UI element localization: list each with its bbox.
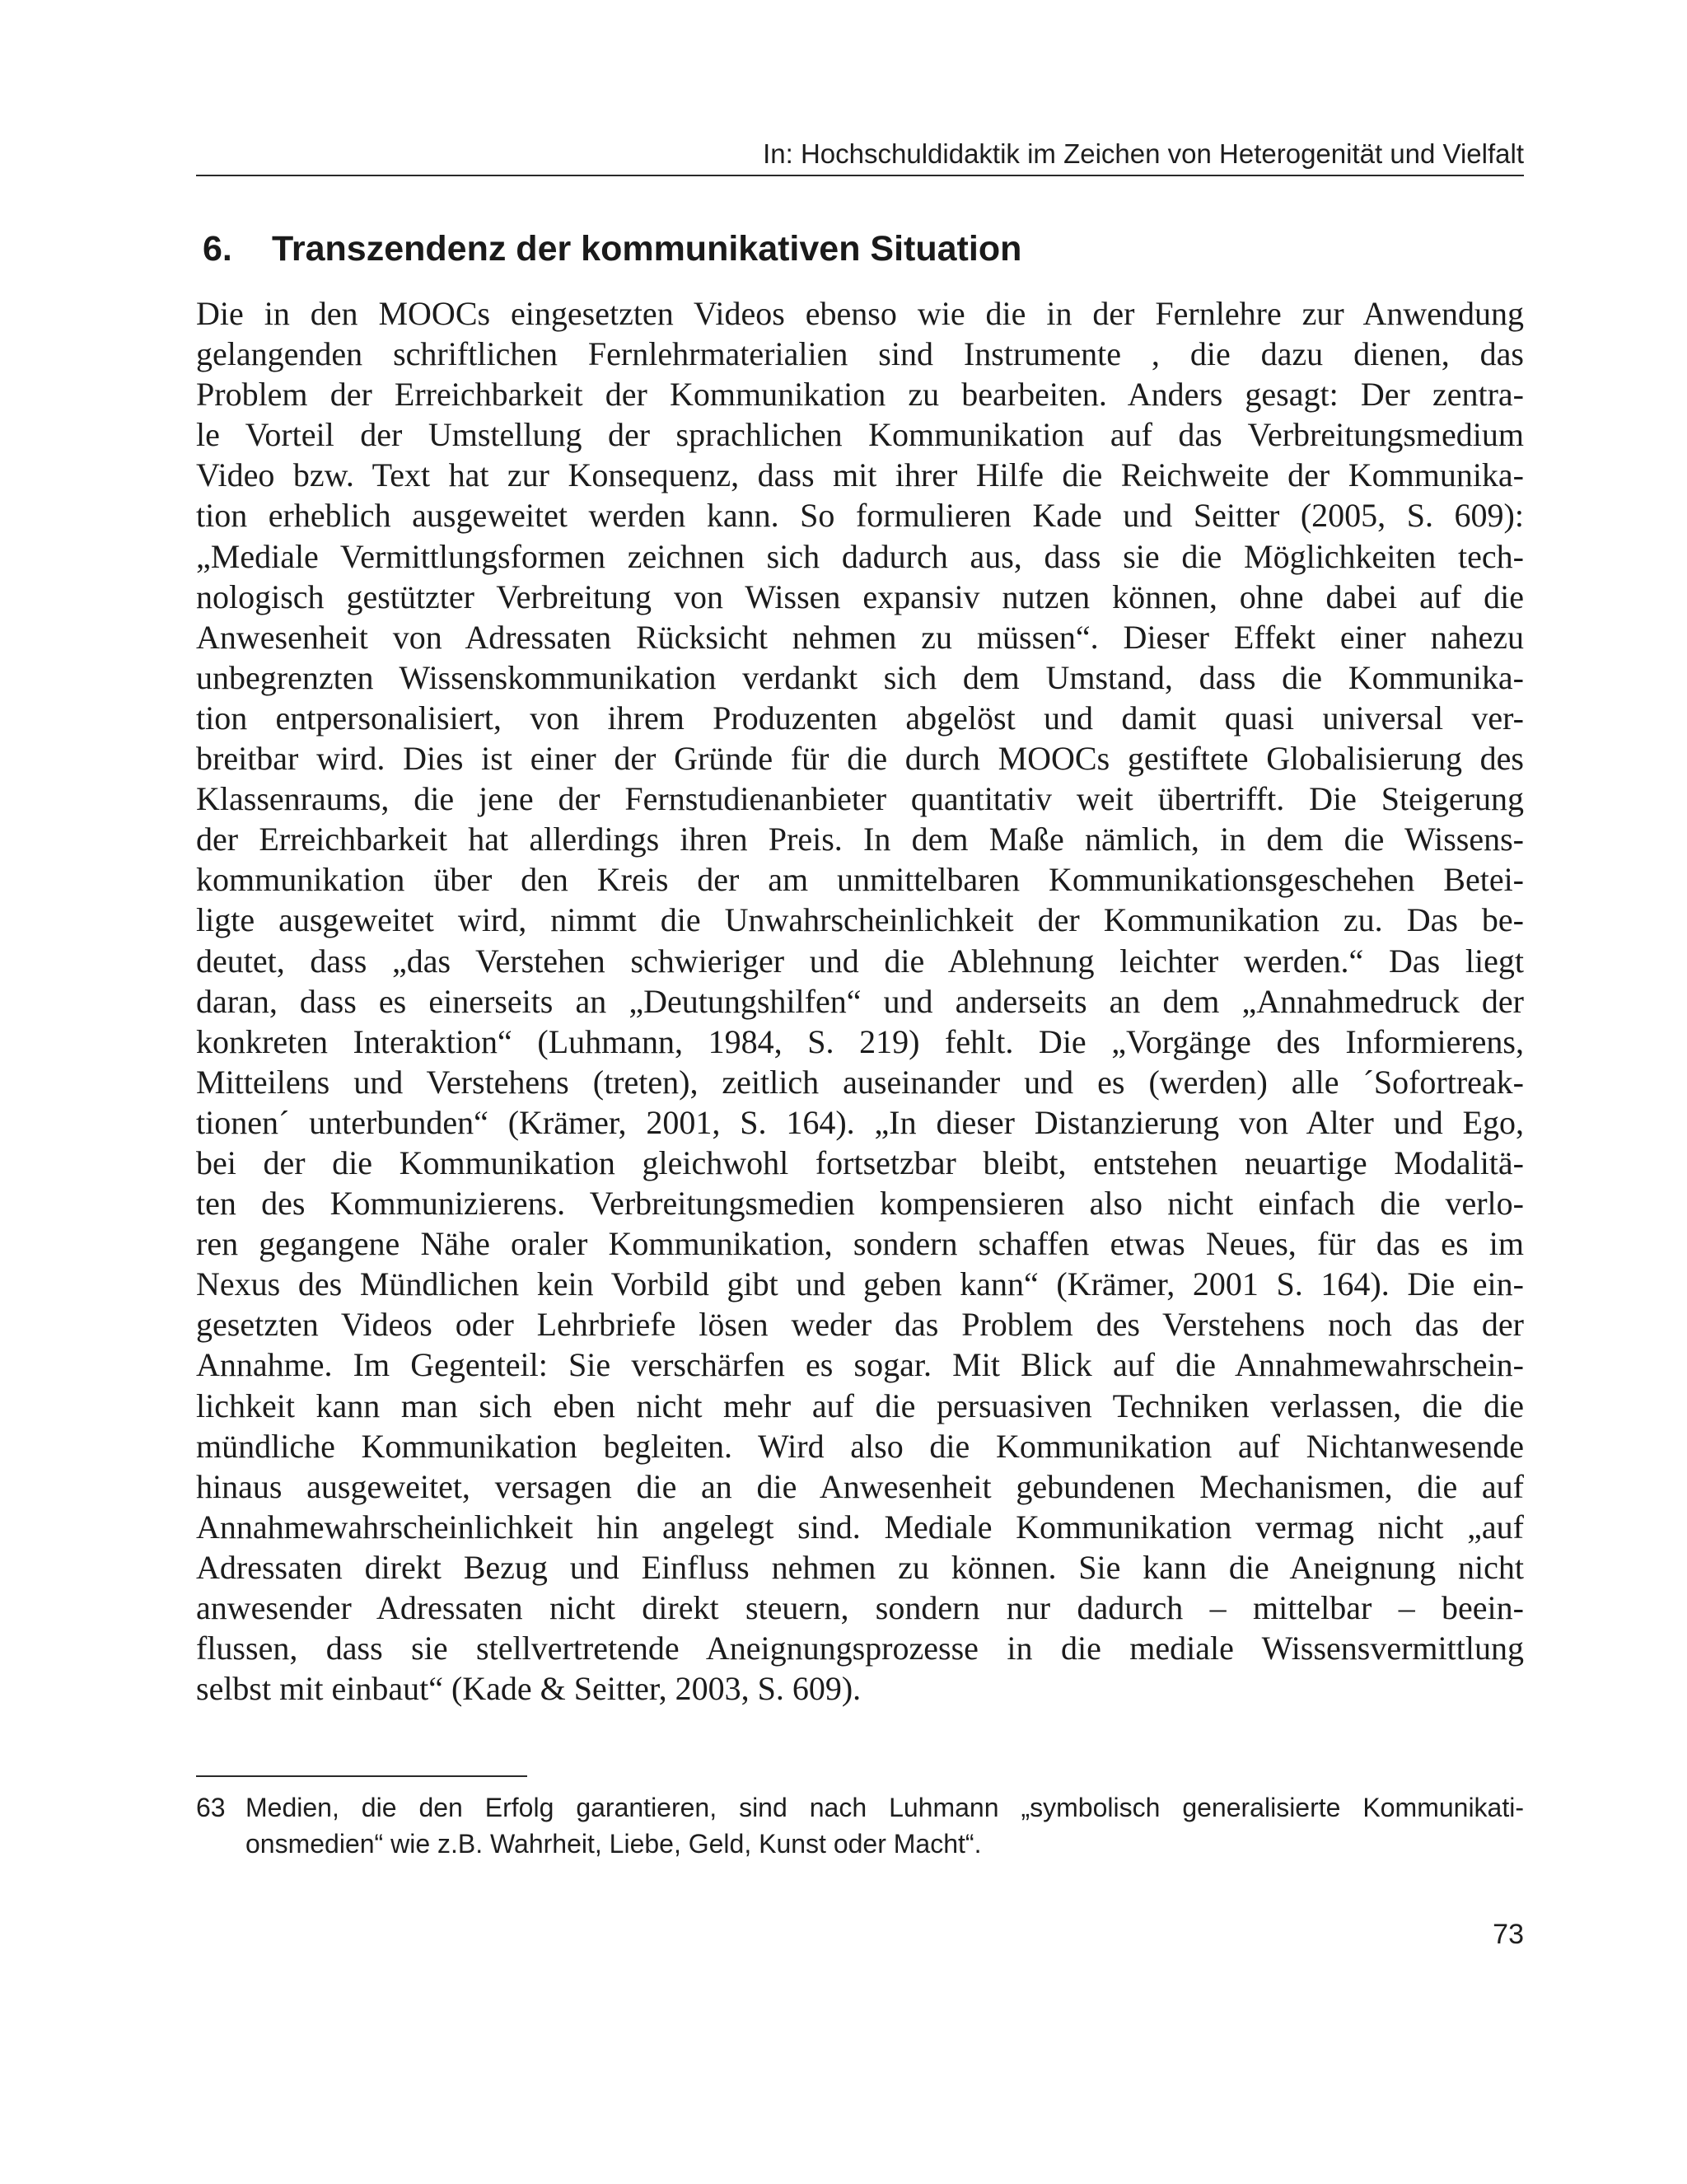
body-paragraph <box>196 293 1524 1709</box>
body-line: hinaus ausgeweitet, versagen die an die Anwesenheit gebundenen Mechanismen, die auf <box>196 1467 1524 1505</box>
body-line: ten des Kommunizierens. Verbreitungsmedien kompensieren also nicht einfach die verlo- <box>196 1185 1524 1223</box>
footnote-line: onsmedien“ wie z.B. Wahrheit, Liebe, Geld, Kunst oder Macht“. <box>245 1829 982 1859</box>
body-line: Die in den MOOCs eingesetzten Videos ebenso wie die in der Fernlehre zur Anwendung <box>196 295 1524 332</box>
body-line: flussen, dass sie stellvertretende Aneignungsprozesse in die mediale Wissensvermittlung <box>196 1630 1524 1667</box>
section-number: 6. <box>203 229 232 269</box>
body-line: bei der die Kommunikation gleichwohl fortsetzbar bleibt, entstehen neuartige Modalitä- <box>196 1143 1524 1181</box>
body-line: breitbar wird. Dies ist einer der Gründe für die durch MOOCs gestiftete Globalisierung des <box>196 740 1524 778</box>
section-title: Transzendenz der kommunikativen Situation <box>272 229 1022 269</box>
body-line: kommunikation über den Kreis der am unmittelbaren Kommunikationsgeschehen Betei- <box>196 861 1524 899</box>
running-header: In: Hochschuldidaktik im Zeichen von Heterogenität und Vielfalt <box>763 138 1524 169</box>
body-line: selbst mit einbaut“ (Kade & Seitter, 2003, S. 609). <box>196 1670 862 1708</box>
body-line: gesetzten Videos oder Lehrbriefe lösen weder das Problem des Verstehens noch das der <box>196 1306 1524 1344</box>
body-line: Nexus des Mündlichen kein Vorbild gibt und geben kann“ (Krämer, 2001 S. 164). Die ein- <box>196 1265 1524 1303</box>
body-line: tionen´ unterbunden“ (Krämer, 2001, S. 164). „In dieser Distanzierung von Alter und Ego, <box>196 1103 1524 1141</box>
footnote-rule <box>196 1775 527 1777</box>
body-line: mündliche Kommunikation begleiten. Wird also die Kommunikation auf Nichtanwesende <box>196 1427 1524 1465</box>
body-line: gelangenden schriftlichen Fernlehrmaterialien sind Instrumente , die dazu dienen, das <box>196 335 1524 373</box>
page-number: 73 <box>1493 1919 1524 1950</box>
body-line: Video bzw. Text hat zur Konsequenz, dass mit ihrer Hilfe die Reichweite der Kommunika- <box>196 456 1524 494</box>
body-line: tion entpersonalisiert, von ihrem Produzenten abgelöst und damit quasi universal ver- <box>196 699 1524 737</box>
body-line: Annahmewahrscheinlichkeit hin angelegt sind. Mediale Kommunikation vermag nicht „auf <box>196 1508 1524 1546</box>
body-line: Klassenraums, die jene der Fernstudienanbieter quantitativ weit übertrifft. Die Steigerung <box>196 780 1524 818</box>
body-line: anwesender Adressaten nicht direkt steuern, sondern nur dadurch – mittelbar – beein- <box>196 1589 1524 1626</box>
body-line: le Vorteil der Umstellung der sprachlichen Kommunikation auf das Verbreitungsmedium <box>196 416 1524 454</box>
footnote-line: Medien, die den Erfolg garantieren, sind nach Luhmann „symbolisch generalisierte Kommunikati- <box>245 1793 1524 1822</box>
body-line: tion erheblich ausgeweitet werden kann. So formulieren Kade und Seitter (2005, S. 609): <box>196 497 1524 535</box>
body-line: nologisch gestützter Verbreitung von Wissen expansiv nutzen können, ohne dabei auf die <box>196 578 1524 615</box>
body-line: lichkeit kann man sich eben nicht mehr auf die persuasiven Techniken verlassen, die die <box>196 1387 1524 1424</box>
body-line: Problem der Erreichbarkeit der Kommunikation zu bearbeiten. Anders gesagt: Der zentra- <box>196 376 1524 414</box>
body-line: deutet, dass „das Verstehen schwieriger und die Ablehnung leichter werden.“ Das liegt <box>196 942 1524 980</box>
footnote <box>196 1789 1524 1862</box>
body-line: der Erreichbarkeit hat allerdings ihren Preis. In dem Maße nämlich, in dem die Wissens- <box>196 821 1524 858</box>
header-rule <box>196 175 1524 176</box>
section-heading <box>203 224 1021 274</box>
body-line: Annahme. Im Gegenteil: Sie verschärfen es sogar. Mit Blick auf die Annahmewahrschein- <box>196 1346 1524 1384</box>
footnote-text <box>245 1789 1524 1862</box>
body-line: daran, dass es einerseits an „Deutungshilfen“ und anderseits an dem „Annahmedruck der <box>196 982 1524 1020</box>
body-line: konkreten Interaktion“ (Luhmann, 1984, S. 219) fehlt. Die „Vorgänge des Informierens, <box>196 1022 1524 1060</box>
body-line: Mitteilens und Verstehens (treten), zeitlich auseinander und es (werden) alle ´Sofortreak- <box>196 1063 1524 1101</box>
body-line: ligte ausgeweitet wird, nimmt die Unwahrscheinlichkeit der Kommunikation zu. Das be- <box>196 901 1524 939</box>
body-line: „Mediale Vermittlungsformen zeichnen sich dadurch aus, dass sie die Möglichkeiten tech- <box>196 537 1524 575</box>
body-line: ren gegangene Nähe oraler Kommunikation, sondern schaffen etwas Neues, für das es im <box>196 1225 1524 1263</box>
body-line: unbegrenzten Wissenskommunikation verdankt sich dem Umstand, dass die Kommunika- <box>196 658 1524 696</box>
footnote-number: 63 <box>196 1793 226 1822</box>
body-line: Anwesenheit von Adressaten Rücksicht nehmen zu müssen“. Dieser Effekt einer nahezu <box>196 618 1524 656</box>
body-line: Adressaten direkt Bezug und Einfluss nehmen zu können. Sie kann die Aneignung nicht <box>196 1548 1524 1586</box>
